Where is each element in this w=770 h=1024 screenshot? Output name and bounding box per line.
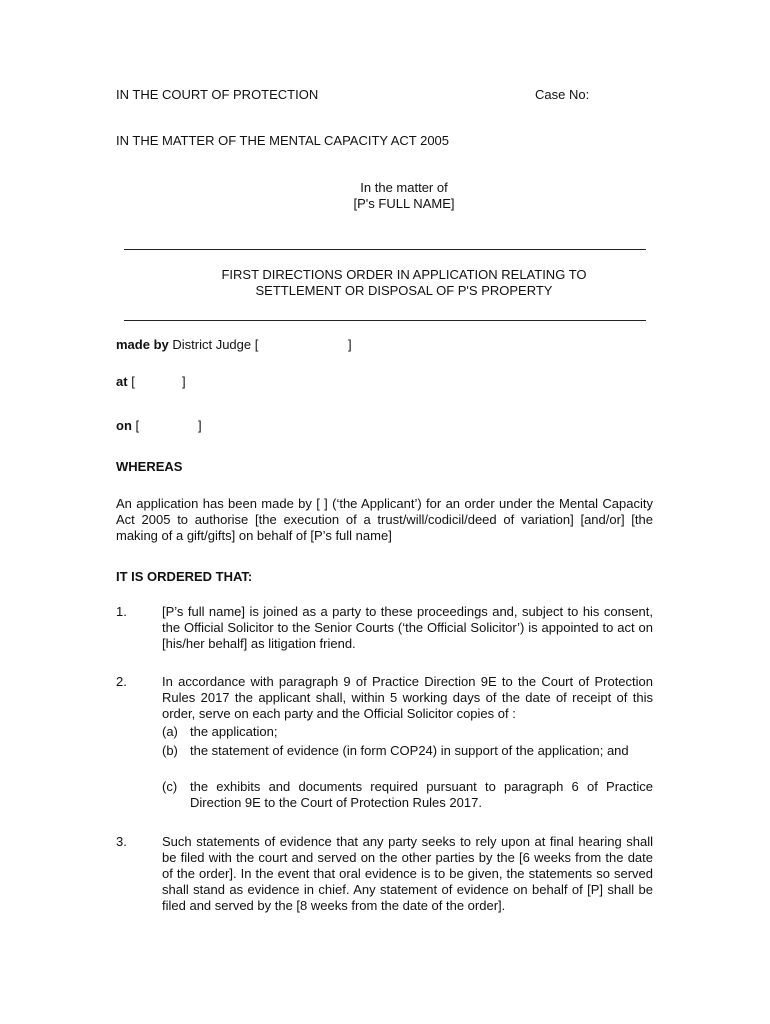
whereas-heading: WHEREAS bbox=[116, 459, 183, 474]
subitem-text: the statement of evidence (in form COP24) in support of the application; and bbox=[190, 743, 629, 758]
subitem-label: (b) bbox=[162, 743, 178, 758]
made-by-close-bracket: ] bbox=[348, 337, 352, 352]
made-by-line bbox=[116, 337, 258, 353]
on-label: on bbox=[116, 418, 132, 433]
court-name: IN THE COURT OF PROTECTION bbox=[116, 87, 319, 102]
title-bottom-rule bbox=[124, 320, 646, 321]
order-number: 2. bbox=[116, 674, 127, 689]
on-close-bracket: ] bbox=[198, 418, 202, 433]
at-open-bracket: [ bbox=[131, 374, 135, 389]
matter-act-heading: IN THE MATTER OF THE MENTAL CAPACITY ACT 2005 bbox=[116, 133, 450, 148]
subitem-label: (a) bbox=[162, 724, 178, 739]
p-full-name: [P's FULL NAME] bbox=[353, 196, 455, 211]
order-title-line-1: FIRST DIRECTIONS ORDER IN APPLICATION RELATING TO bbox=[221, 267, 587, 282]
subitem-text: the application; bbox=[190, 724, 278, 739]
at-label: at bbox=[116, 374, 128, 389]
case-number-label: Case No: bbox=[535, 87, 590, 102]
order-title-line-2: SETTLEMENT OR DISPOSAL OF P'S PROPERTY bbox=[255, 283, 553, 298]
at-line bbox=[116, 374, 135, 390]
whereas-paragraph: An application has been made by [ ] (‘the Applicant’) for an order under the Mental Capacity Act 2005 to authorise [the execution of a trust/will/codicil/deed of variation] [and/or] [the making of a gift/gifts] on behalf of [P’s full name] bbox=[116, 496, 653, 543]
order-text: In accordance with paragraph 9 of Practice Direction 9E to the Court of Protection Rules 2017 the applicant shall, within 5 working days of the date of receipt of this order, serve on each party and the Official Solicitor copies of : bbox=[162, 674, 653, 721]
on-open-bracket: [ bbox=[135, 418, 140, 433]
at-close-bracket: ] bbox=[182, 374, 186, 389]
made-by-label: made by bbox=[116, 337, 169, 352]
subitem-label: (c) bbox=[162, 779, 178, 794]
on-line bbox=[116, 418, 139, 434]
made-by-value: District Judge [ bbox=[172, 337, 259, 352]
order-text: [P’s full name] is joined as a party to these proceedings and, subject to his consent, the Official Solicitor to the Senior Courts (‘the Official Solicitor’) is appointed to act on [his/her behalf] as litigation friend. bbox=[162, 604, 653, 651]
subitem-text: the exhibits and documents required pursuant to paragraph 6 of Practice Direction 9E to the Court of Protection Rules 2017. bbox=[190, 779, 653, 810]
order-text: Such statements of evidence that any party seeks to rely upon at final hearing shall be filed with the court and served on the other parties by the [6 weeks from the date of the order]. In the event that oral evidence is to be given, the statements so served shall stand as evidence in chief. Any statement of evidence on behalf of [P] shall be filed and served by the [8 weeks from the date of the order]. bbox=[162, 834, 653, 913]
ordered-heading: IT IS ORDERED THAT: bbox=[116, 569, 253, 584]
title-top-rule bbox=[124, 249, 646, 250]
in-the-matter-of: In the matter of bbox=[360, 180, 448, 195]
order-number: 3. bbox=[116, 834, 127, 849]
order-number: 1. bbox=[116, 604, 127, 619]
